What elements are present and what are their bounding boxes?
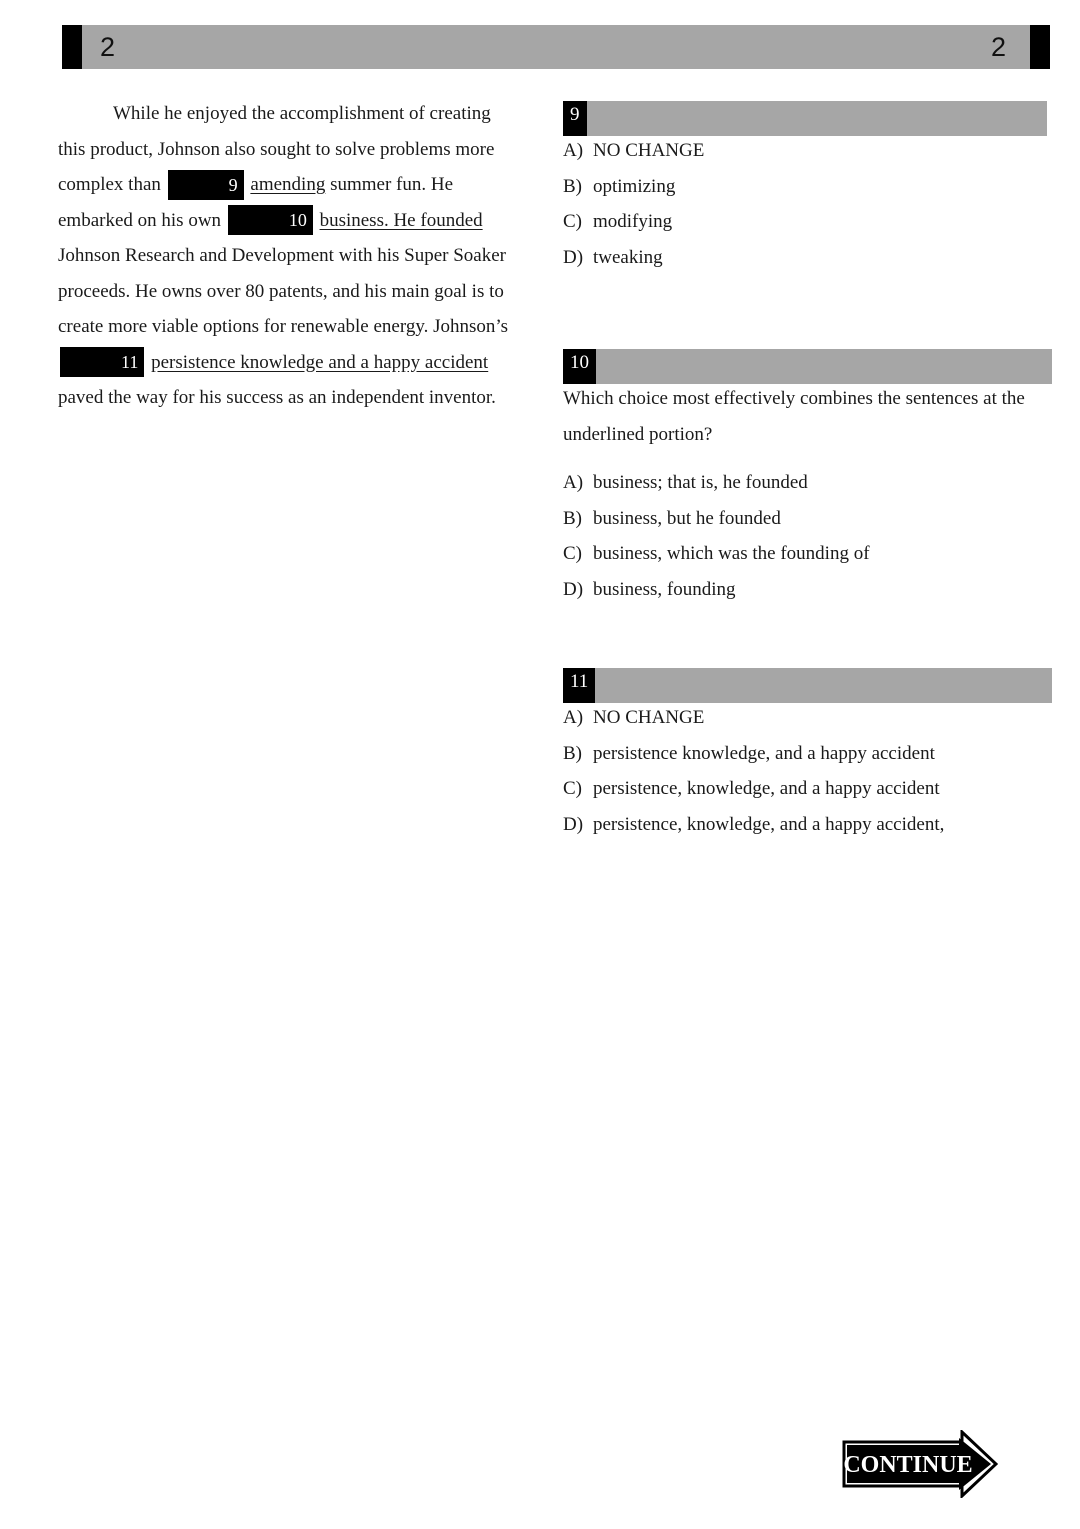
answer-choice[interactable] bbox=[563, 774, 944, 810]
choice-text: business; that is, he founded bbox=[593, 472, 808, 493]
page-header bbox=[62, 25, 1050, 69]
answer-choices-10 bbox=[563, 468, 870, 610]
question-marker-10[interactable]: 10 bbox=[228, 205, 313, 235]
header-left-block bbox=[62, 25, 82, 69]
choice-letter: D) bbox=[563, 813, 584, 835]
answer-choice[interactable] bbox=[563, 739, 944, 775]
passage-text: While he enjoyed the accomplishment of creating this product, Johnson also sought to solve problems more complex than bbox=[58, 103, 495, 195]
answer-choice[interactable] bbox=[563, 207, 704, 243]
question-number-10: 10 bbox=[563, 349, 596, 384]
question-header-9 bbox=[563, 101, 1047, 136]
page-number-right: 2 bbox=[990, 32, 1006, 62]
reading-passage bbox=[58, 96, 518, 416]
answer-choice[interactable] bbox=[563, 539, 870, 575]
passage-text: summer fun. He embarked on his own bbox=[58, 174, 454, 231]
continue-arrow-icon bbox=[842, 1430, 998, 1498]
choice-letter: C) bbox=[563, 211, 582, 232]
choice-letter: B) bbox=[563, 507, 582, 529]
choice-text: persistence, knowledge, and a happy accident bbox=[593, 778, 940, 799]
question-marker-11[interactable]: 11 bbox=[60, 347, 144, 377]
question-marker-9[interactable]: 9 bbox=[168, 170, 244, 200]
choice-text: persistence knowledge, and a happy accident bbox=[593, 742, 935, 764]
page-number-left: 2 bbox=[100, 32, 116, 62]
choice-letter: C) bbox=[563, 543, 582, 564]
continue-button[interactable] bbox=[842, 1430, 998, 1498]
answer-choice[interactable] bbox=[563, 810, 944, 846]
question-header-10 bbox=[563, 349, 1052, 384]
choice-text: modifying bbox=[593, 211, 673, 232]
choice-letter: A) bbox=[563, 140, 584, 161]
choice-text: NO CHANGE bbox=[593, 707, 705, 728]
underlined-text-9: amending bbox=[250, 174, 326, 195]
underlined-text-11: persistence knowledge and a happy accident bbox=[151, 351, 489, 373]
choice-letter: A) bbox=[563, 707, 584, 728]
choice-text: NO CHANGE bbox=[593, 140, 705, 161]
answer-choice[interactable] bbox=[563, 575, 870, 611]
answer-choices-11 bbox=[563, 703, 944, 845]
answer-choice[interactable] bbox=[563, 243, 704, 279]
passage-text: paved the way for his success as an independent inventor. bbox=[58, 387, 496, 408]
question-number-9: 9 bbox=[563, 101, 587, 136]
choice-text: business, which was the founding of bbox=[593, 543, 870, 564]
choice-text: business, founding bbox=[593, 578, 736, 600]
choice-letter: C) bbox=[563, 778, 582, 799]
passage-paragraph bbox=[58, 96, 518, 416]
choice-letter: D) bbox=[563, 578, 584, 600]
answer-choice[interactable] bbox=[563, 468, 870, 504]
answer-choice[interactable] bbox=[563, 136, 704, 172]
answer-choice[interactable] bbox=[563, 703, 944, 739]
header-right-block bbox=[1030, 25, 1050, 69]
choice-text: persistence, knowledge, and a happy accident, bbox=[593, 813, 945, 835]
choice-text: tweaking bbox=[593, 246, 663, 268]
choice-text: optimizing bbox=[593, 175, 676, 197]
choice-text: business, but he founded bbox=[593, 507, 781, 529]
passage-text: Johnson Research and Development with his Super Soaker proceeds. He owns over 80 patents, and his main goal is to create more viable options for renewable energy. Johnson’s bbox=[58, 245, 509, 337]
question-stem-10: Which choice most effectively combines the sentences at the underlined portion? bbox=[563, 388, 1025, 445]
underlined-text-10: business. He founded bbox=[319, 209, 483, 231]
question-number-11: 11 bbox=[563, 668, 595, 703]
question-header-11 bbox=[563, 668, 1052, 703]
choice-letter: A) bbox=[563, 472, 584, 493]
choice-letter: B) bbox=[563, 175, 582, 197]
continue-label: CONTINUE bbox=[843, 1452, 973, 1478]
answer-choice[interactable] bbox=[563, 504, 870, 540]
choice-letter: B) bbox=[563, 742, 582, 764]
answer-choice[interactable] bbox=[563, 172, 704, 208]
choice-letter: D) bbox=[563, 246, 584, 268]
answer-choices-9 bbox=[563, 136, 704, 278]
